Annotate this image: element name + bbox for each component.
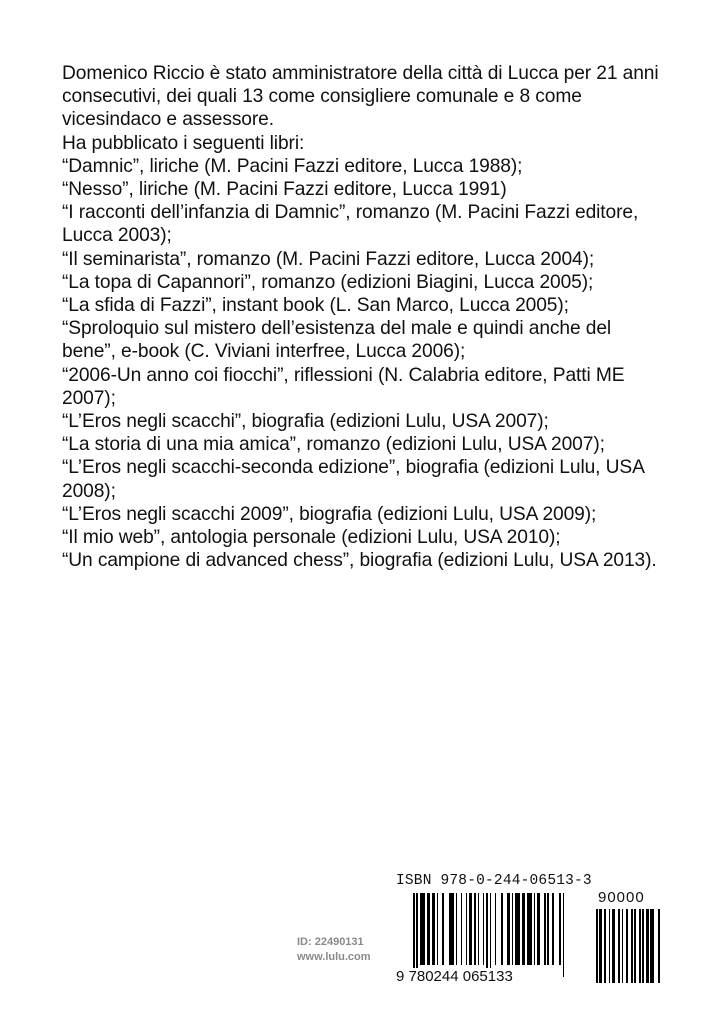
book-item: “2006-Un anno coi fiocchi”, riflessioni (N. Calabria editore, Patti ME 2007); xyxy=(62,364,625,409)
barcode-bar xyxy=(432,893,435,965)
barcode-bar xyxy=(631,909,633,983)
barcode-bar xyxy=(501,893,503,965)
barcode-bar xyxy=(437,893,439,965)
barcode-bar xyxy=(420,893,425,965)
barcode-bar xyxy=(634,909,636,983)
barcode-bar xyxy=(507,893,510,965)
addon-digits: 90000 xyxy=(598,889,645,906)
barcode-bar xyxy=(612,909,615,983)
book-item: “La topa di Capannori”, romanzo (edizioni Biagini, Lucca 2005); xyxy=(62,271,594,293)
barcode-bar xyxy=(442,893,444,965)
book-item: “Un campione di advanced chess”, biografia (edizioni Lulu, USA 2013). xyxy=(62,550,657,572)
book-item: “Il seminarista”, romanzo (M. Pacini Fazzi editore, Lucca 2004); xyxy=(62,248,595,270)
ean-digits-text: 9 780244 065133 xyxy=(396,968,513,985)
book-item: “Damnic”, liriche (M. Pacini Fazzi editore, Lucca 1988); xyxy=(62,155,523,177)
barcode-bar xyxy=(544,893,546,965)
barcode-bar xyxy=(642,909,644,983)
barcode-bar xyxy=(552,893,554,965)
isbn-label: ISBN 978-0-244-06513-3 xyxy=(396,873,592,889)
book-item: “Nesso”, liriche (M. Pacini Fazzi editore, Lucca 1991) xyxy=(62,179,507,201)
barcode-bar xyxy=(534,893,536,965)
barcode-bar xyxy=(639,909,641,983)
isbn-barcode xyxy=(396,873,666,995)
barcode-bar xyxy=(646,909,649,983)
lulu-id: ID: 22490131 xyxy=(297,936,364,948)
barcode-bar xyxy=(469,893,472,965)
barcode-bar xyxy=(478,893,480,965)
barcode-bar xyxy=(495,893,497,965)
barcode-bar xyxy=(650,909,653,983)
books-list xyxy=(62,155,662,573)
barcode-bar xyxy=(456,893,458,965)
author-bio: Domenico Riccio è stato amministratore della città di Lucca per 21 anni consecutivi, dei quali 13 come consigliere comunale e 8 come vicesindaco e assessore. xyxy=(62,63,659,131)
barcode-bar xyxy=(449,893,454,965)
barcode-bar xyxy=(658,909,660,983)
book-item: “Il mio web”, antologia personale (edizioni Lulu, USA 2010); xyxy=(62,527,561,549)
book-item: “La storia di una mia amica”, romanzo (edizioni Lulu, USA 2007); xyxy=(62,434,605,456)
barcode-bar xyxy=(604,909,606,983)
barcode-bar xyxy=(490,893,492,977)
ean-barcode-bars xyxy=(413,893,588,977)
barcode-bar xyxy=(626,909,628,983)
barcode-bar xyxy=(515,893,520,965)
book-item: “I racconti dell’infanzia di Damnic”, romanzo (M. Pacini Fazzi editore, Lucca 2003); xyxy=(62,202,639,247)
ean-digits xyxy=(396,968,513,985)
lulu-id-block xyxy=(297,935,397,965)
barcode-bar xyxy=(599,909,602,983)
barcode-bar xyxy=(618,909,620,983)
lulu-website: www.lulu.com xyxy=(297,951,371,963)
barcode-bar xyxy=(512,893,514,965)
barcode-bar xyxy=(461,893,463,965)
book-item: “L’Eros negli scacchi-seconda edizione”, biografia (edizioni Lulu, USA 2008); xyxy=(62,457,644,502)
barcode-bar xyxy=(522,893,525,965)
barcode-bar xyxy=(486,893,488,977)
barcode-bar xyxy=(547,893,549,965)
barcode-bar xyxy=(416,893,418,977)
barcode-bar xyxy=(483,893,485,965)
book-item: “L’Eros negli scacchi”, biografia (edizioni Lulu, USA 2007); xyxy=(62,411,549,433)
barcode-bar xyxy=(427,893,430,965)
addon-barcode-bars xyxy=(596,909,656,995)
books-intro: Ha pubblicato i seguenti libri: xyxy=(62,132,305,154)
barcode-bar xyxy=(537,893,540,965)
barcode-bar xyxy=(596,909,598,983)
barcode-bar xyxy=(466,893,468,965)
barcode-bar xyxy=(609,909,611,983)
barcode-bar xyxy=(413,893,415,977)
barcode-bar xyxy=(527,893,532,965)
barcode-bar xyxy=(474,893,476,965)
book-item: “Sproloquio sul mistero dell’esistenza del male e quindi anche del bene”, e-book (C. Viviani interfree, Lucca 2006); xyxy=(62,318,612,363)
barcode-bar xyxy=(622,909,624,983)
cover-text xyxy=(62,62,662,572)
barcode-bar xyxy=(559,893,561,965)
barcode-bar xyxy=(563,893,565,977)
book-item: “L’Eros negli scacchi 2009”, biografia (edizioni Lulu, USA 2009); xyxy=(62,503,597,525)
book-item: “La sfida di Fazzi”, instant book (L. San Marco, Lucca 2005); xyxy=(62,295,569,317)
